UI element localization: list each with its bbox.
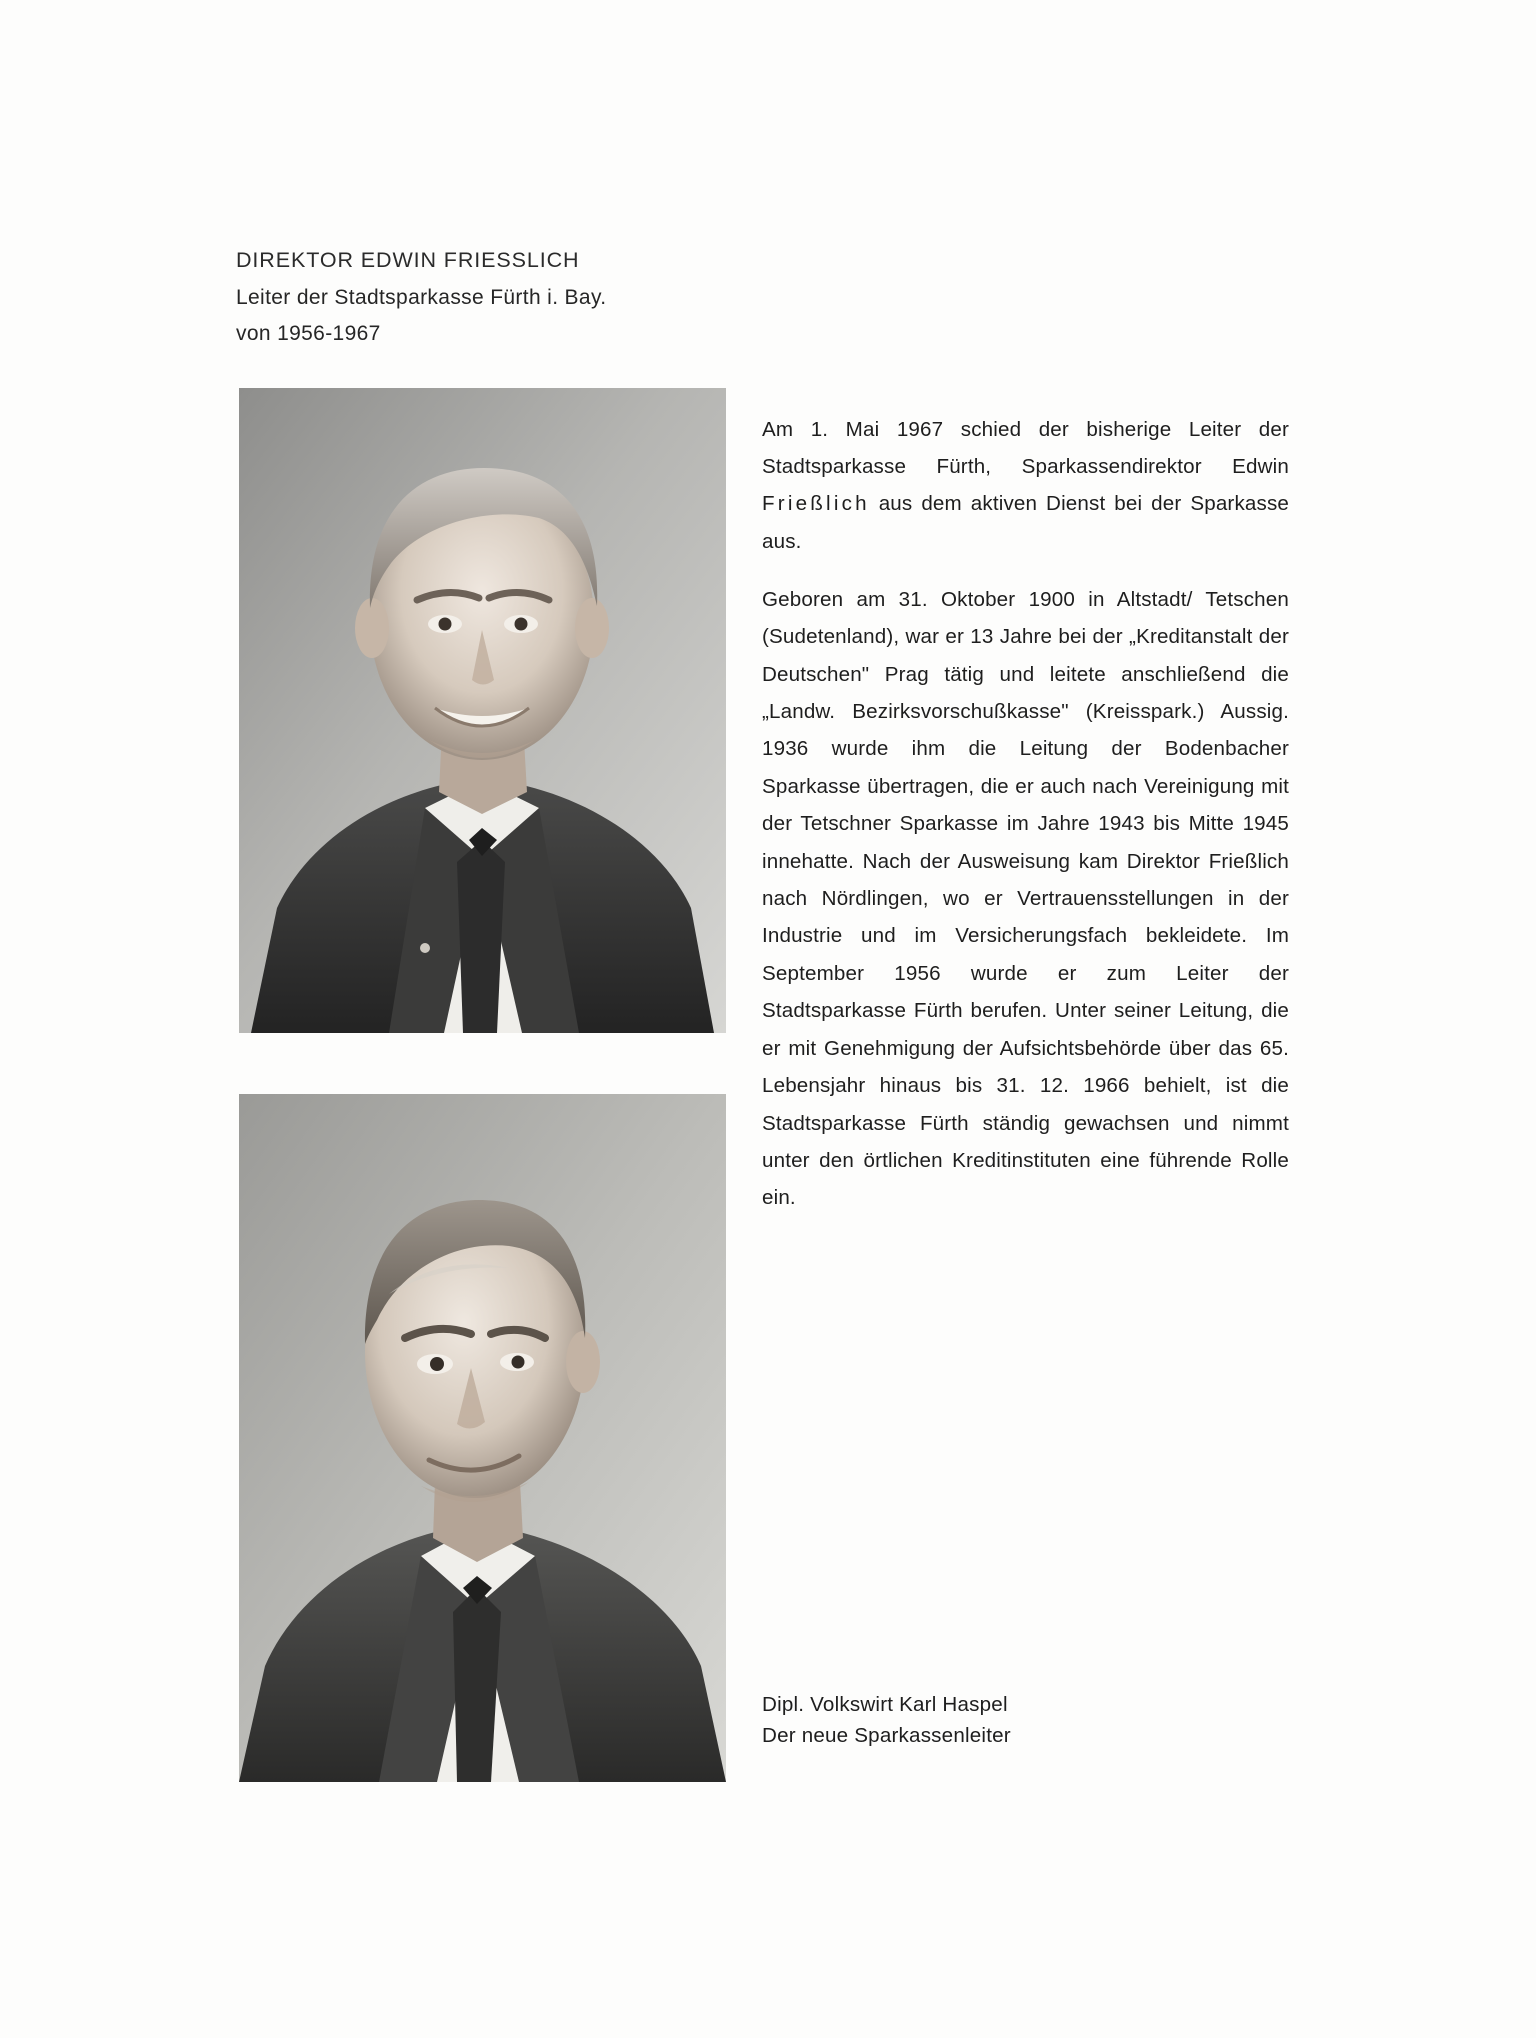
heading-block [236,248,876,346]
paragraph-biography: Geboren am 31. Oktober 1900 in Altstadt/ Tetschen (Sudetenland), war er 13 Jahre bei der „Kreditanstalt der Deutschen" Prag tätig und leitete anschließend die „Landw. Bezirksvorschußkasse" (Kreisspark.) Aussig. 1936 wurde ihm die Leitung der Bodenbacher Sparkasse übertragen, die er auch nach Vereinigung mit der Tetschner Sparkasse im Jahre 1943 bis Mitte 1945 innehatte. Nach der Ausweisung kam Direktor Frießlich nach Nördlingen, wo er Vertrauensstellungen in der Industrie und im Versicherungsfach bekleidete. Im September 1956 wurde er zum Leiter der Stadtsparkasse Fürth berufen. Unter seiner Leitung, die er mit Genehmigung der Aufsichtsbehörde über das 65. Lebensjahr hinaus bis 31. 12. 1966 behielt, ist die Stadtsparkasse Fürth ständig gewachsen und nimmt unter den örtlichen Kreditinstituten eine führende Rolle ein. [762,587,1289,1210]
photo-caption [762,1689,1289,1751]
caption-line-1: Dipl. Volkswirt Karl Haspel [762,1693,1008,1716]
article-body [762,390,1289,1237]
page-years: von 1956-1967 [236,322,381,345]
portrait-edwin-friesslich [239,388,726,1033]
caption-line-2: Der neue Sparkassenleiter [762,1724,1011,1747]
paragraph-intro-name: Frießlich [762,492,870,516]
page-subtitle: Leiter der Stadtsparkasse Fürth i. Bay. [236,286,607,309]
page-title: DIREKTOR EDWIN FRIESSLICH [236,248,580,272]
portrait-karl-haspel [239,1094,726,1782]
paragraph-intro [762,411,1289,561]
paragraph-intro-part2: aus dem aktiven Dienst bei der Sparkasse aus. [762,492,1289,553]
paragraph-intro-part1: Am 1. Mai 1967 schied der bisherige Leiter der Stadtsparkasse Fürth, Sparkassendirektor Edwin [762,417,1289,478]
